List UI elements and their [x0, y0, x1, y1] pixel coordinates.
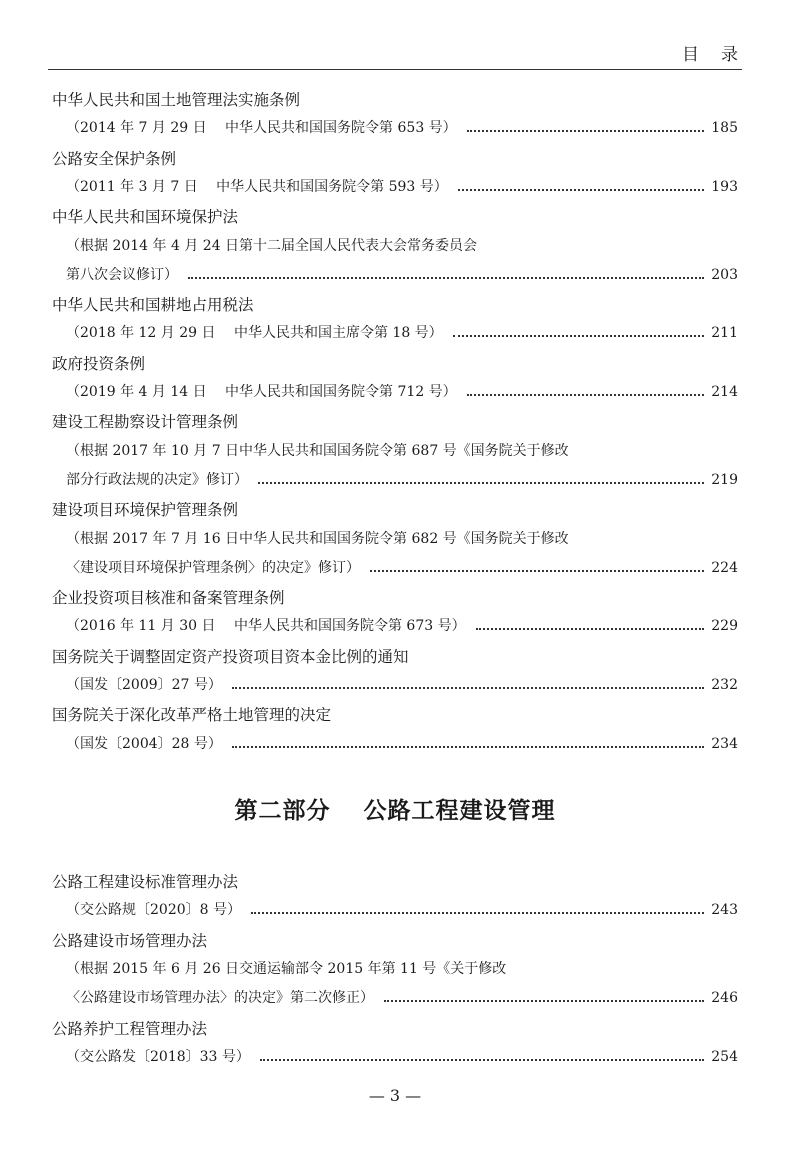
dot-leader — [370, 569, 704, 572]
toc-entry-detail — [66, 615, 738, 635]
toc-entry-detail-text: （国发〔2009〕27 号） — [66, 677, 222, 693]
toc-entry-detail — [66, 322, 738, 342]
toc-entry-detail — [66, 899, 738, 919]
toc-entry-title[interactable]: 国务院关于调整固定资产投资项目资本金比例的通知 — [52, 647, 409, 666]
toc-entry-detail-text: （2011 年 3 月 7 日 中华人民共和国国务院令第 593 号） — [66, 178, 448, 195]
toc-entry-title[interactable]: 国务院关于深化改革严格土地管理的决定 — [52, 706, 332, 725]
toc-entry-detail-text: （2019 年 4 月 14 日 中华人民共和国国务院令第 712 号） — [66, 384, 457, 400]
toc-page-number[interactable]: 193 — [711, 178, 738, 195]
toc-entry-detail — [66, 958, 738, 978]
toc-entry-title[interactable]: 公路工程建设标准管理办法 — [52, 873, 239, 891]
toc-entry-detail — [66, 235, 738, 255]
toc-page-number[interactable]: 229 — [711, 618, 738, 635]
page-number: — 3 — — [368, 1086, 422, 1105]
dot-leader — [232, 745, 704, 748]
toc-entry-title[interactable]: 公路养护工程管理办法 — [52, 1019, 208, 1038]
dot-leader — [453, 334, 704, 337]
toc-entry-detail-text: 〈建设项目环境保护管理条例〉的决定》修订） — [66, 559, 360, 576]
toc-entry-detail-text: （2016 年 11 月 30 日 中华人民共和国国务院令第 673 号） — [66, 618, 466, 635]
toc-entry-title[interactable]: 中华人民共和国耕地占用税法 — [52, 296, 254, 315]
toc-entry-detail-text: （根据 2017 年 10 月 7 日中华人民共和国国务院令第 687 号《国务院关于修改 — [66, 442, 569, 459]
dot-leader — [188, 276, 704, 279]
toc-entry-title[interactable]: 中华人民共和国土地管理法实施条例 — [52, 91, 301, 109]
toc-page-number[interactable]: 232 — [711, 677, 738, 693]
toc-entry-detail — [66, 176, 738, 196]
toc-entry-detail-text: （交公路规〔2020〕8 号） — [66, 902, 241, 919]
toc-entry-title[interactable]: 政府投资条例 — [52, 354, 146, 373]
toc-page-number[interactable]: 185 — [711, 120, 738, 137]
toc-entry-detail-text: 部分行政法规的决定》修订） — [66, 471, 248, 488]
toc-entry-detail-text: 〈公路建设市场管理办法〉的决定》第二次修正） — [66, 990, 374, 1007]
toc-entry-title[interactable]: 公路建设市场管理办法 — [52, 931, 208, 950]
toc-entry-detail-text: 第八次会议修订） — [66, 266, 178, 283]
header-title: 目录 — [682, 45, 760, 65]
dot-leader — [232, 686, 704, 689]
toc-page-number[interactable]: 203 — [711, 266, 738, 283]
dot-leader — [467, 129, 704, 132]
dot-leader — [251, 911, 704, 914]
toc-entry-detail-text: （根据 2017 年 7 月 16 日中华人民共和国国务院令第 682 号《国务院关于修改 — [66, 530, 569, 547]
toc-entry-detail-text: （根据 2015 年 6 月 26 日交通运输部令 2015 年第 11 号《关于修改 — [66, 960, 507, 977]
toc-entry-detail-text: （国发〔2004〕28 号） — [66, 735, 222, 752]
dot-leader — [467, 393, 704, 396]
toc-entry-title[interactable]: 建设工程勘察设计管理条例 — [52, 413, 239, 432]
toc-entry-title[interactable]: 企业投资项目核准和备案管理条例 — [52, 589, 285, 608]
toc-page-number[interactable]: 246 — [711, 990, 738, 1007]
toc-entry-detail-text: （2014 年 7 月 29 日 中华人民共和国国务院令第 653 号） — [66, 120, 457, 137]
toc-entry-detail — [66, 733, 738, 753]
dot-leader — [258, 481, 704, 484]
section-heading: 第二部分 公路工程建设管理 — [234, 797, 556, 824]
dot-leader — [476, 627, 704, 630]
toc-entry-detail — [66, 469, 738, 489]
toc-entry-detail — [66, 264, 738, 284]
toc-entry-title[interactable]: 中华人民共和国环境保护法 — [52, 208, 239, 227]
toc-entry-title[interactable]: 公路安全保护条例 — [52, 149, 177, 168]
toc-entry-detail-text: （交公路发〔2018〕33 号） — [66, 1048, 250, 1065]
toc-page-number[interactable]: 219 — [711, 471, 738, 488]
toc-page-number[interactable]: 234 — [711, 735, 738, 752]
toc-entry-detail — [66, 557, 738, 577]
toc-entry-detail — [66, 381, 738, 401]
toc-entry-detail — [66, 117, 738, 137]
dot-leader — [260, 1058, 704, 1061]
toc-entry-detail — [66, 440, 738, 460]
toc-page-number[interactable]: 211 — [711, 325, 738, 342]
toc-entry-detail-text: （2018 年 12 月 29 日 中华人民共和国主席令第 18 号） — [66, 325, 443, 342]
dot-leader — [384, 999, 704, 1002]
toc-page-number[interactable]: 224 — [711, 559, 738, 576]
toc-entry-detail — [66, 528, 738, 548]
header-rule — [48, 69, 742, 70]
toc-entry-detail — [66, 674, 738, 694]
dot-leader — [458, 188, 704, 191]
toc-entry-detail — [66, 1046, 738, 1066]
toc-entry-title[interactable]: 建设项目环境保护管理条例 — [52, 501, 239, 520]
toc-entry-detail-text: （根据 2014 年 4 月 24 日第十二届全国人民代表大会常务委员会 — [66, 237, 478, 254]
toc-page-number[interactable]: 243 — [711, 902, 738, 919]
toc-page-number[interactable]: 214 — [711, 384, 738, 400]
toc-entry-detail — [66, 987, 738, 1007]
toc-page-number[interactable]: 254 — [711, 1048, 738, 1065]
